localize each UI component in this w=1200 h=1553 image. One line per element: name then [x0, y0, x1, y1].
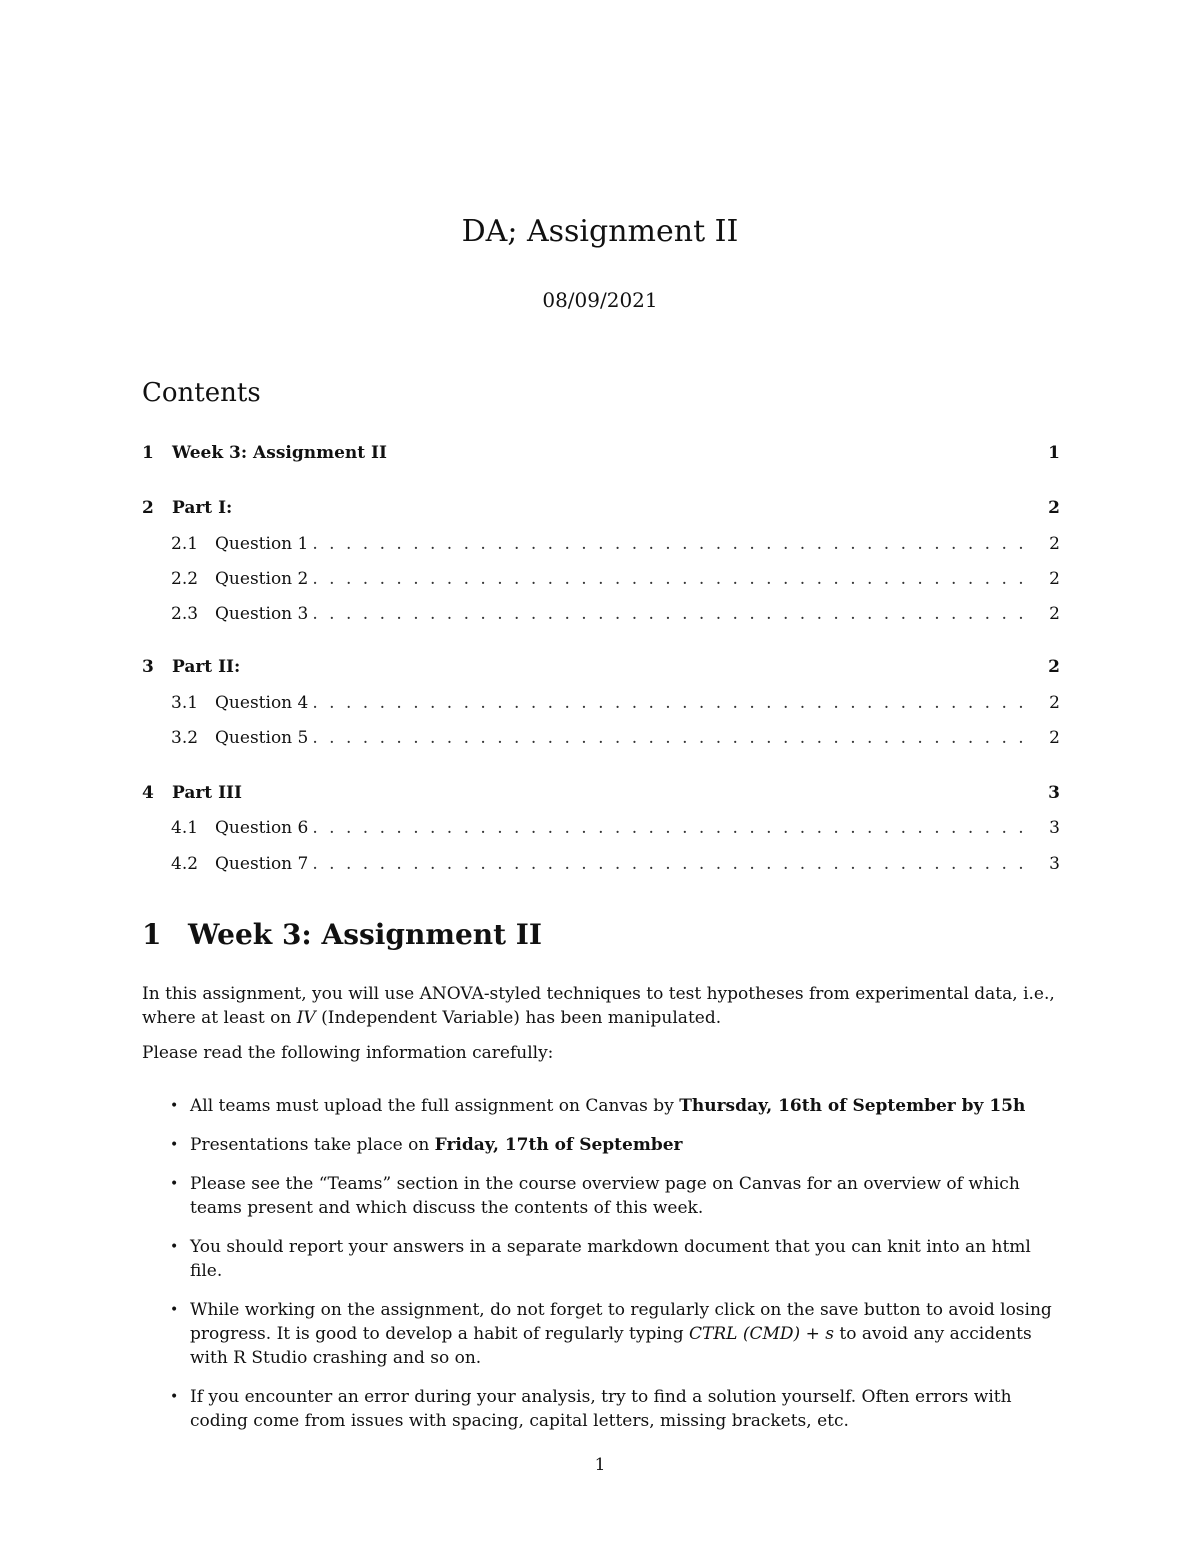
bullet-1-text: All teams must upload the full assignment on Canvas by: [190, 1096, 680, 1116]
bullet-3-text: Please see the “Teams” section in the course overview page on Canvas for an overview of which teams present and which discuss the contents of this week.: [190, 1174, 1020, 1218]
contents-heading: Contents: [142, 378, 261, 408]
toc-subsection-number: 2.1: [171, 534, 199, 554]
toc-subsection-title: Question 7: [215, 854, 309, 874]
toc-subsection-title: Question 6: [215, 818, 309, 838]
toc-leader-dots: [312, 534, 1032, 554]
toc-subsection-3-2[interactable]: [142, 724, 1060, 752]
bullet-4-text: You should report your answers in a separate markdown document that you can knit into an html file.: [190, 1237, 1031, 1281]
toc-subsection-title: Question 4: [215, 693, 309, 713]
intro-iv: IV: [296, 1008, 316, 1028]
intro-text-end: (Independent Variable) has been manipulated.: [315, 1008, 722, 1028]
toc-page-number: 3: [1049, 818, 1060, 838]
toc-subsection-title: Question 2: [215, 569, 309, 589]
list-item: [170, 1094, 1060, 1118]
list-item: [170, 1172, 1060, 1220]
bullet-5-text-end: to avoid any accidents with R Studio crashing and so on.: [190, 1324, 1032, 1368]
toc-subsection-2-3[interactable]: [142, 600, 1060, 628]
toc-page-number: 2: [1049, 534, 1060, 554]
section-number: 1: [142, 918, 162, 951]
toc-page-number: 1: [1048, 443, 1060, 463]
page-number: 1: [594, 1455, 606, 1475]
toc-leader-dots: [312, 693, 1032, 713]
toc-section-title: Week 3: Assignment II: [172, 443, 387, 463]
toc-section-number: 1: [142, 443, 154, 463]
toc-leader-dots: [312, 569, 1032, 589]
toc-page-number: 2: [1048, 498, 1060, 518]
bullet-5-text-start: While working on the assignment, do not forget to regularly click on the save button to avoid losing progress. It is good to develop a habit of regularly typing: [190, 1300, 1052, 1344]
toc-subsection-2-2[interactable]: [142, 565, 1060, 593]
toc-section-1[interactable]: [142, 439, 1060, 467]
toc-subsection-title: Question 3: [215, 604, 309, 624]
bullet-2-date: Friday, 17th of September: [434, 1135, 683, 1155]
document-title: DA; Assignment II: [461, 214, 739, 249]
intro-paragraph: [142, 982, 1060, 1030]
toc-section-number: 2: [142, 498, 154, 518]
toc-section-title: Part III: [172, 783, 242, 803]
toc-subsection-4-1[interactable]: [142, 814, 1060, 842]
list-item: [170, 1385, 1060, 1433]
toc-page-number: 3: [1049, 854, 1060, 874]
toc-page-number: 2: [1048, 657, 1060, 677]
toc-page-number: 2: [1049, 569, 1060, 589]
toc-leader-dots: [312, 604, 1032, 624]
toc-subsection-4-2[interactable]: [142, 850, 1060, 878]
intro-text-start: In this assignment, you will use ANOVA-styled techniques to test hypotheses from experimental data, i.e., where at least on: [142, 984, 1055, 1028]
toc-subsection-number: 4.2: [171, 854, 199, 874]
toc-section-2[interactable]: [142, 494, 1060, 522]
toc-page-number: 2: [1049, 604, 1060, 624]
list-item: [170, 1298, 1060, 1370]
toc-subsection-title: Question 5: [215, 728, 309, 748]
list-item: [170, 1133, 1060, 1157]
toc-leader-dots: [312, 728, 1032, 748]
toc-section-4[interactable]: [142, 779, 1060, 807]
toc-section-number: 4: [142, 783, 154, 803]
instructions-list: [170, 1094, 1060, 1448]
toc-subsection-number: 3.2: [171, 728, 199, 748]
toc-section-title: Part I:: [172, 498, 233, 518]
bullet-5-shortcut: CTRL (CMD) + s: [689, 1324, 834, 1344]
bullet-6-text: If you encounter an error during your analysis, try to find a solution yourself. Often errors with coding come from issues with spacing, capital letters, missing brackets, etc.: [190, 1387, 1012, 1431]
toc-leader-dots: [312, 818, 1032, 838]
toc-page-number: 2: [1049, 728, 1060, 748]
toc-subsection-3-1[interactable]: [142, 689, 1060, 717]
toc-page-number: 3: [1048, 783, 1060, 803]
bullet-1-deadline: Thursday, 16th of September by 15h: [679, 1096, 1026, 1116]
read-note: Please read the following information carefully:: [142, 1043, 554, 1063]
toc-page-number: 2: [1049, 693, 1060, 713]
toc-subsection-number: 2.3: [171, 604, 199, 624]
toc-section-number: 3: [142, 657, 154, 677]
toc-subsection-title: Question 1: [215, 534, 309, 554]
toc-subsection-number: 2.2: [171, 569, 199, 589]
section-1-heading: [142, 918, 542, 951]
list-item: [170, 1235, 1060, 1283]
toc-leader-dots: [312, 854, 1032, 874]
toc-subsection-number: 3.1: [171, 693, 199, 713]
bullet-2-text: Presentations take place on: [190, 1135, 435, 1155]
toc-section-title: Part II:: [172, 657, 241, 677]
toc-subsection-number: 4.1: [171, 818, 199, 838]
section-title: Week 3: Assignment II: [188, 918, 543, 951]
toc-section-3[interactable]: [142, 653, 1060, 681]
document-date: 08/09/2021: [542, 288, 658, 312]
toc-subsection-2-1[interactable]: [142, 530, 1060, 558]
